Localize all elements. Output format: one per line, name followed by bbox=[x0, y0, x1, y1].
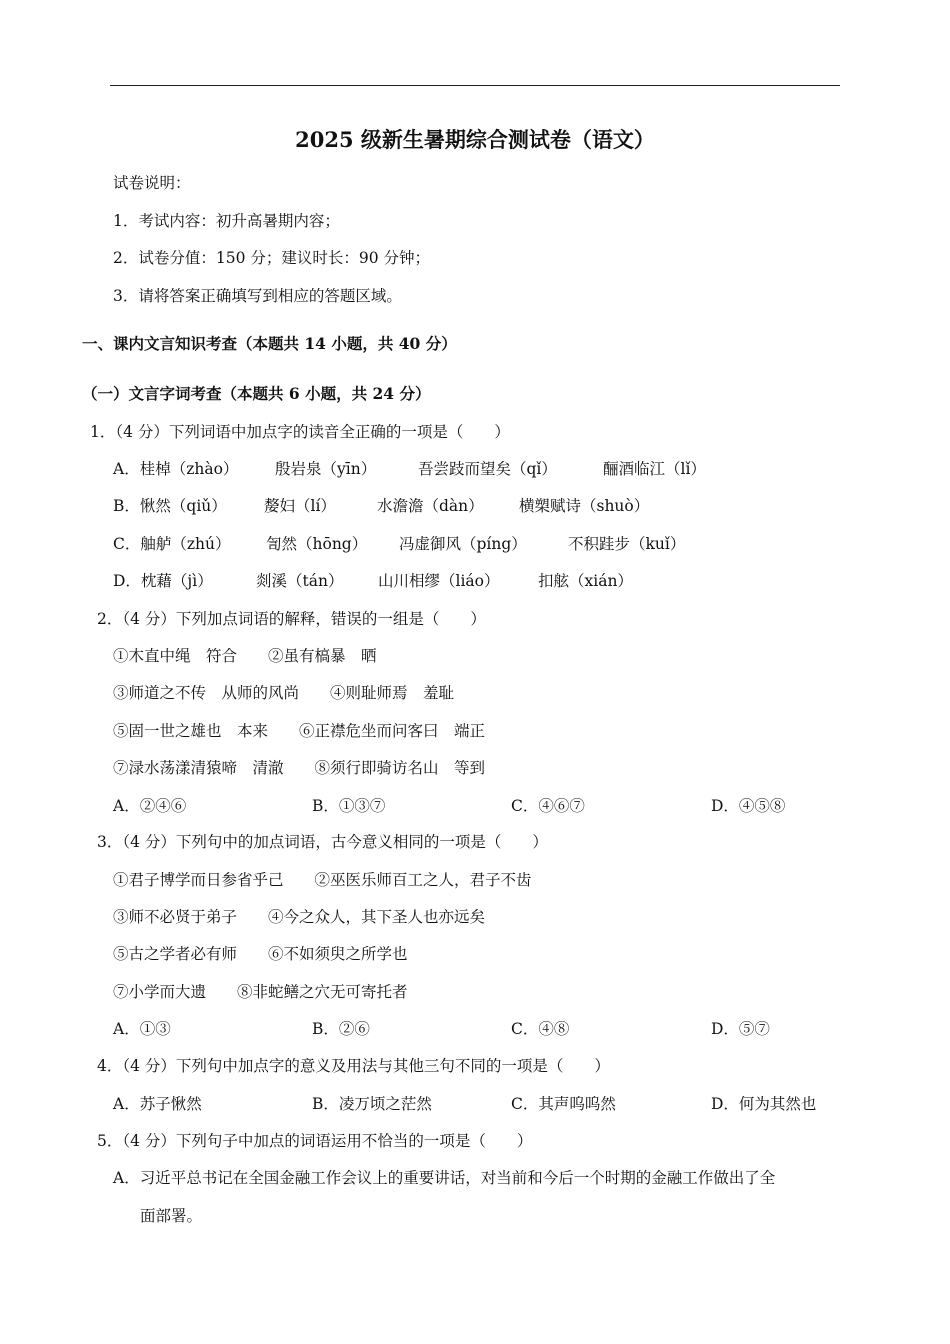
q2-line: ①木直中绳 符合 ②虽有槁暴 晒 bbox=[113, 647, 377, 665]
page-title: 2025 级新生暑期综合测试卷（语文） bbox=[295, 127, 655, 152]
q4-option-a: A．苏子愀然 bbox=[113, 1095, 202, 1113]
q2-option-a: A．②④⑥ bbox=[113, 797, 187, 815]
subsection-title: （一）文言字词考查（本题共 6 小题，共 24 分） bbox=[82, 384, 431, 403]
section-title: 一、课内文言知识考查（本题共 14 小题，共 40 分） bbox=[82, 334, 457, 353]
q2-line: ⑦渌水荡漾清猿啼 清澈 ⑧须行即骑访名山 等到 bbox=[113, 759, 486, 777]
q3-option-c: C．④⑧ bbox=[511, 1020, 570, 1038]
q1-option-b-item: 横槊赋诗（shuò） bbox=[519, 497, 650, 515]
question-5-stem: 5．（4 分）下列句子中加点的词语运用不恰当的一项是（ ） bbox=[97, 1132, 533, 1150]
q3-line: ⑤古之学者必有师 ⑥不如须臾之所学也 bbox=[113, 945, 408, 963]
q3-line: ①君子博学而日参省乎己 ②巫医乐师百工之人，君子不齿 bbox=[113, 871, 532, 889]
q1-option-d-item: 剡溪（tán） bbox=[256, 572, 344, 590]
instructions-heading: 试卷说明： bbox=[113, 174, 191, 192]
q1-option-d-item: 扣舷（xián） bbox=[538, 572, 633, 590]
q2-option-c: C．④⑥⑦ bbox=[511, 797, 585, 815]
instruction-item: 3．请将答案正确填写到相应的答题区域。 bbox=[113, 287, 402, 305]
instruction-item: 1．考试内容：初升高暑期内容； bbox=[113, 212, 340, 230]
q1-option-b-item: 水澹澹（dàn） bbox=[377, 497, 484, 515]
q2-line: ③师道之不传 从师的风尚 ④则耻师焉 羞耻 bbox=[113, 684, 455, 702]
q1-option-a-item: 吾尝跂而望矣（qǐ） bbox=[418, 460, 557, 478]
question-2-stem: 2．（4 分）下列加点词语的解释，错误的一组是（ ） bbox=[97, 610, 486, 628]
question-4-stem: 4．（4 分）下列句中加点字的意义及用法与其他三句不同的一项是（ ） bbox=[97, 1057, 610, 1075]
q1-option-b-item: 嫠妇（lí） bbox=[264, 497, 336, 515]
q3-option-b: B．②⑥ bbox=[312, 1020, 370, 1038]
q3-line: ⑦小学而大遗 ⑧非蛇鳝之穴无可寄托者 bbox=[113, 983, 408, 1001]
question-1-stem: 1．（4 分）下列词语中加点字的读音全正确的一项是（ ） bbox=[90, 423, 510, 441]
q1-option-b: B．愀然（qiǔ） bbox=[113, 497, 227, 515]
q4-option-d: D．何为其然也 bbox=[711, 1095, 817, 1113]
instruction-item: 2．试卷分值：150 分；建议时长：90 分钟； bbox=[113, 249, 431, 267]
q4-option-c: C．其声呜呜然 bbox=[511, 1095, 616, 1113]
question-3-stem: 3．（4 分）下列句中的加点词语，古今意义相同的一项是（ ） bbox=[97, 833, 548, 851]
q3-option-a: A．①③ bbox=[113, 1020, 171, 1038]
q1-option-c: C．舳舻（zhú） bbox=[113, 535, 231, 553]
q1-option-c-item: 冯虚御风（píng） bbox=[399, 535, 527, 553]
q1-option-a-item: 殷岩泉（yīn） bbox=[275, 460, 377, 478]
q2-line: ⑤固一世之雄也 本来 ⑥正襟危坐而问客曰 端正 bbox=[113, 722, 486, 740]
q1-option-c-item: 訇然（hōng） bbox=[266, 535, 368, 553]
q3-option-d: D．⑤⑦ bbox=[711, 1020, 770, 1038]
q3-line: ③师不必贤于弟子 ④今之众人，其下圣人也亦远矣 bbox=[113, 908, 486, 926]
header-rule bbox=[110, 85, 840, 86]
q1-option-d-item: 山川相缪（liáo） bbox=[378, 572, 500, 590]
q1-option-a: A．桂棹（zhào） bbox=[113, 460, 239, 478]
q4-option-b: B．凌万顷之茫然 bbox=[312, 1095, 432, 1113]
q1-option-c-item: 不积跬步（kuǐ） bbox=[568, 535, 686, 553]
q2-option-b: B．①③⑦ bbox=[312, 797, 386, 815]
q5-option-a-continued: 面部署。 bbox=[140, 1207, 203, 1225]
q1-option-d: D．枕藉（jì） bbox=[113, 572, 213, 590]
q2-option-d: D．④⑤⑧ bbox=[711, 797, 786, 815]
q1-option-a-item: 酾酒临江（lǐ） bbox=[603, 460, 706, 478]
q5-option-a: A．习近平总书记在全国金融工作会议上的重要讲话，对当前和今后一个时期的金融工作做出了全 bbox=[113, 1169, 776, 1187]
